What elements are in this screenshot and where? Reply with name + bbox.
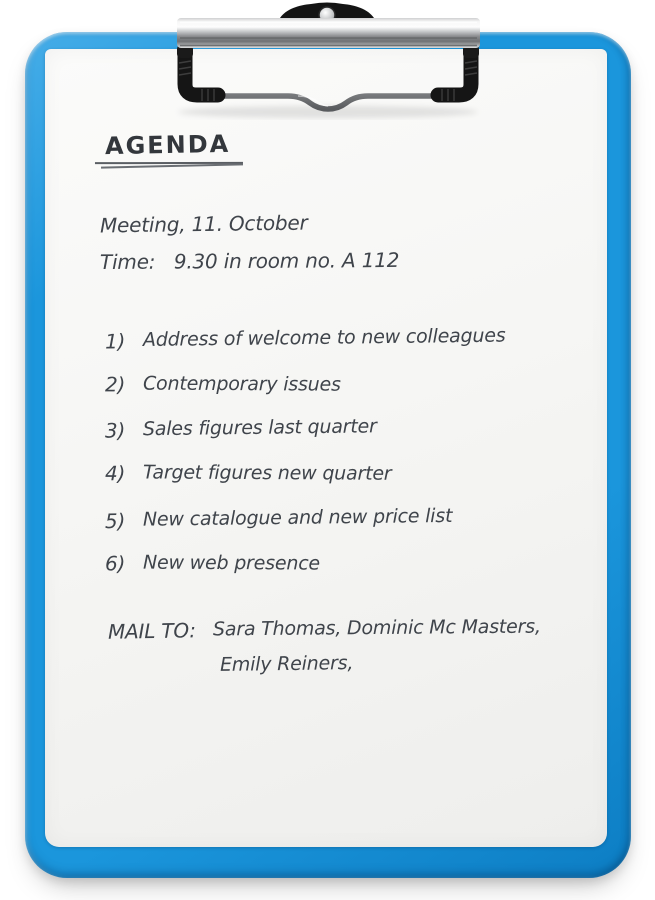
paper-sheet: [45, 49, 607, 847]
mailto-recipients-line2: Emily Reiners,: [219, 652, 354, 676]
agenda-item-text: Address of welcome to new colleagues: [142, 324, 506, 351]
agenda-item-number: 2): [104, 372, 126, 397]
agenda-item-1: [105, 325, 506, 360]
agenda-item-text: Sales figures last quarter: [142, 415, 377, 441]
agenda-item-2: [105, 372, 341, 403]
agenda-item-3: [105, 415, 377, 448]
agenda-item-number: 5): [104, 508, 126, 534]
mailto-label: MAIL TO:: [107, 618, 197, 644]
title-underline: [95, 161, 243, 169]
agenda-title: AGENDA: [104, 129, 231, 161]
agenda-item-number: 1): [104, 329, 126, 354]
agenda-item-number: 4): [104, 461, 126, 486]
agenda-item-text: New catalogue and new price list: [142, 504, 453, 531]
agenda-item-4: [105, 461, 392, 492]
agenda-item-number: 3): [104, 418, 126, 443]
agenda-item-text: Target figures new quarter: [142, 461, 392, 485]
agenda-item-text: Contemporary issues: [142, 372, 341, 396]
clamp-wire-lever: [185, 44, 471, 109]
agenda-item-number: 6): [104, 551, 126, 576]
metal-clamp-icon: [158, 0, 498, 120]
meeting-date-line: Meeting, 11. October: [99, 210, 308, 238]
meeting-time-line: Time: 9.30 in room no. A 112: [99, 247, 400, 275]
agenda-item-6: [105, 551, 320, 582]
mailto-recipients-line1: Sara Thomas, Dominic Mc Masters,: [212, 615, 541, 641]
agenda-item-5: [105, 505, 453, 539]
agenda-item-text: New web presence: [142, 551, 321, 575]
